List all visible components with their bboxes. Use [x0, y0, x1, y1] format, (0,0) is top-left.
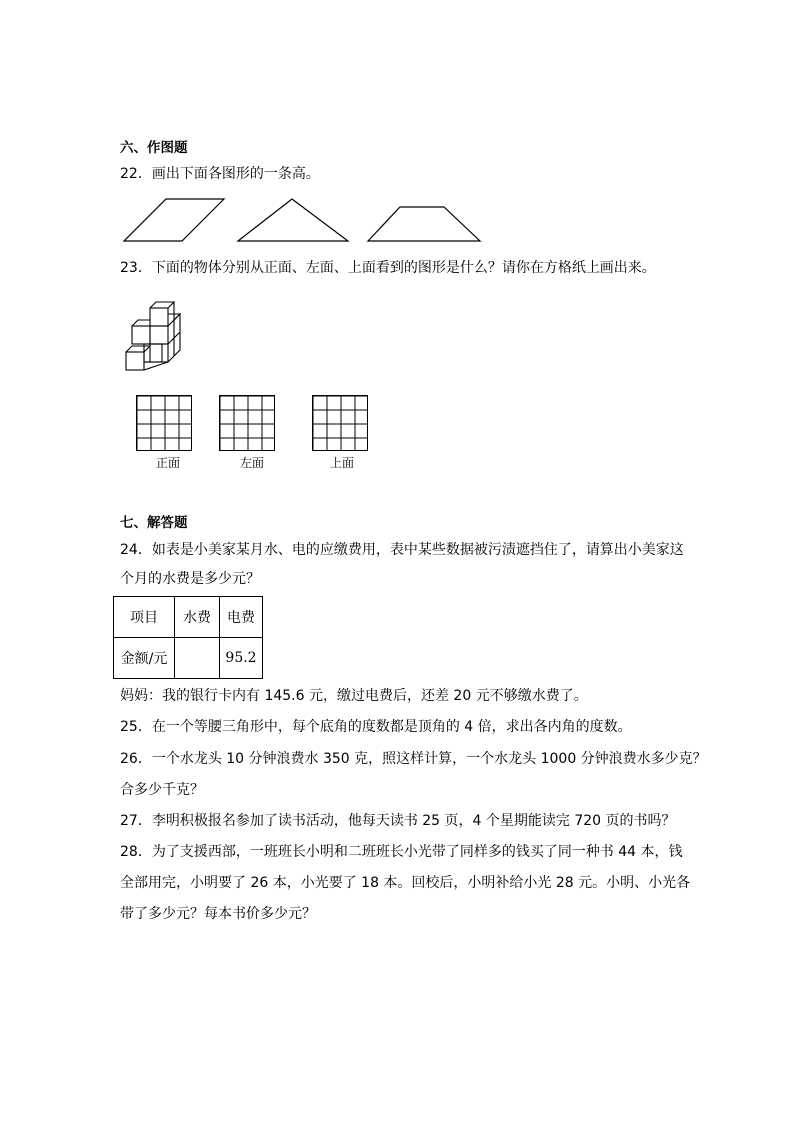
parallelogram-shape: [124, 199, 224, 241]
question-24-line1: 24．如表是小美家某月水、电的应缴费用，表中某些数据被污渍遮挡住了，请算出小美家这: [120, 542, 684, 558]
question-28-line1: 28．为了支援西部，一班班长小明和二班班长小光带了同样多的钱买了同一种书 44 本，钱: [120, 844, 683, 860]
question-24-note: 妈妈：我的银行卡内有 145.6 元，缴过电费后，还差 20 元不够缴水费了。: [120, 688, 588, 704]
question-23: 23．下面的物体分别从正面、左面、上面看到的图形是什么？请你在方格纸上画出来。: [120, 260, 656, 276]
table-header-cell: 项目: [114, 597, 175, 638]
table-header-cell: 水费: [175, 597, 220, 638]
table-header-cell: 电费: [220, 597, 263, 638]
question-25: 25．在一个等腰三角形中，每个底角的度数都是顶角的 4 倍，求出各内角的度数。: [120, 719, 632, 735]
question-27: 27．李明积极报名参加了读书活动，他每天读书 25 页，4 个星期能读完 720 页的书吗？: [120, 813, 676, 829]
fee-table: [113, 596, 263, 679]
question-26-line1: 26．一个水龙头 10 分钟浪费水 350 克，照这样计算，一个水龙头 1000 分钟浪费水多少克？: [120, 751, 707, 767]
question-28-line3: 带了多少元？每本书价多少元？: [120, 906, 316, 922]
question-28-line2: 全部用完，小明要了 26 本，小光要了 18 本。回校后，小明补给小光 28 元。小明、小光各: [120, 875, 691, 891]
cube-stack-figure: [120, 300, 188, 376]
table-cell: 金额/元: [114, 638, 175, 679]
grid-label-left: 左面: [239, 456, 264, 470]
grid-label-top: 上面: [329, 456, 354, 470]
section-heading-drawing: 六、作图题: [120, 140, 188, 156]
q22-shapes: [118, 195, 488, 247]
table-cell-blank: [175, 638, 220, 679]
grid-top[interactable]: [312, 395, 368, 451]
question-26-line2: 合多少千克？: [120, 782, 204, 798]
table-header-row: [114, 597, 263, 638]
table-row: [114, 638, 263, 679]
grid-front[interactable]: [136, 395, 192, 451]
question-24-line2: 个月的水费是多少元？: [120, 571, 260, 587]
trapezoid-shape: [368, 207, 480, 241]
section-heading-solve: 七、解答题: [120, 515, 188, 531]
table-cell: 95.2: [220, 638, 263, 679]
grid-label-front: 正面: [155, 456, 180, 470]
question-22: 22．画出下面各图形的一条高。: [120, 166, 320, 182]
triangle-shape: [238, 199, 348, 241]
grid-left[interactable]: [219, 395, 275, 451]
